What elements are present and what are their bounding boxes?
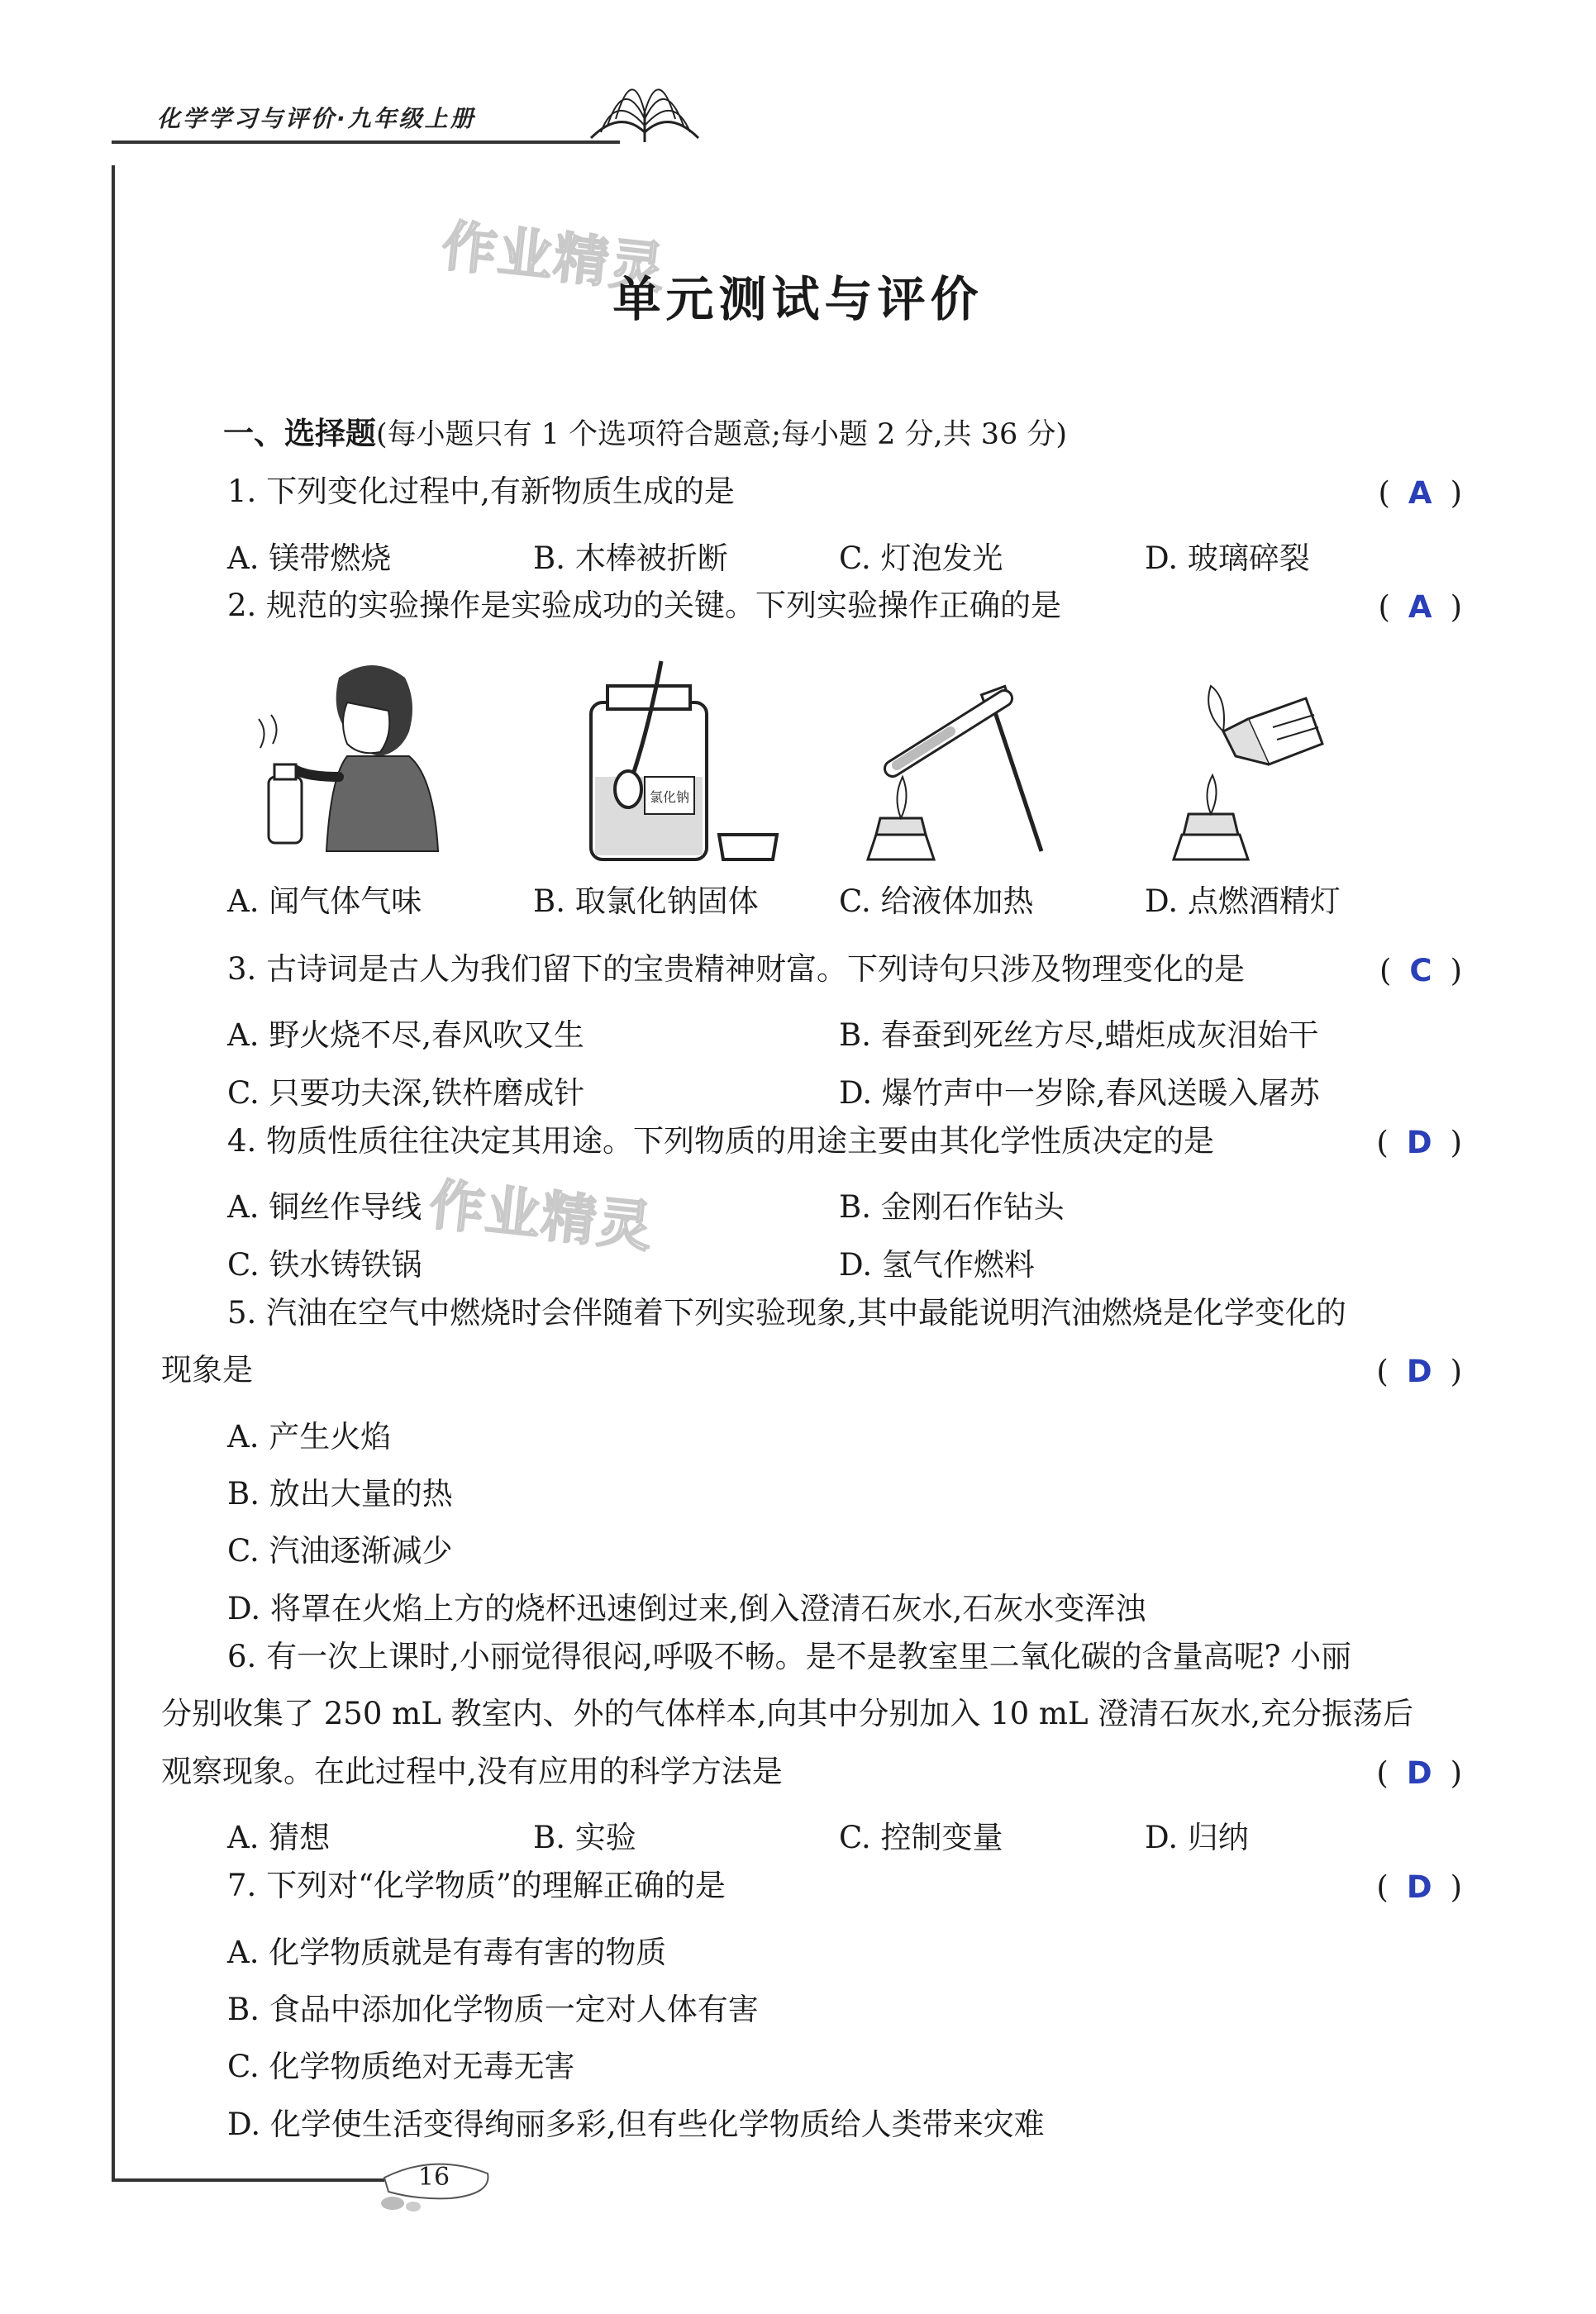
question-4-option-d: D. 氢气作燃料: [839, 1247, 1035, 1283]
question-2-option-a: A. 闻气体气味: [227, 883, 422, 919]
question-2-option-d: D. 点燃酒精灯: [1145, 883, 1341, 919]
answer-letter: A: [1408, 475, 1432, 511]
watermark: 作业精灵: [426, 1172, 657, 1259]
header-rule: [112, 140, 620, 144]
question-3-answer: ( C ): [1379, 953, 1462, 988]
figure-light-lamp: [1165, 653, 1413, 868]
question-5-stem: 5. 汽油在空气中燃烧时会伴随着下列实验现象,其中最能说明汽油燃烧是化学变化的: [227, 1295, 1346, 1331]
question-7-option-b: B. 食品中添加化学物质一定对人体有害: [227, 1992, 759, 2027]
question-4-stem: 4. 物质性质往往决定其用途。下列物质的用途主要由其化学性质决定的是: [227, 1123, 1215, 1159]
answer-letter: D: [1406, 1354, 1432, 1389]
book-title: 化学学习与评价·九年级上册: [157, 105, 476, 132]
question-5-option-b: B. 放出大量的热: [227, 1476, 453, 1512]
answer-letter: D: [1406, 1755, 1432, 1791]
question-1-option-a: A. 镁带燃烧: [227, 540, 392, 576]
question-6-stem: 6. 有一次上课时,小丽觉得很闷,呼吸不畅。是不是教室里二氧化碳的含量高呢? 小丽: [227, 1639, 1352, 1674]
question-2-answer: ( A ): [1378, 589, 1462, 625]
question-7-stem: 7. 下列对“化学物质”的理解正确的是: [227, 1868, 726, 1903]
page-title: 单元测试与评价: [612, 271, 984, 327]
page-number: 16: [417, 2163, 450, 2192]
section-note: (每小题只有 1 个选项符合题意;每小题 2 分,共 36 分): [376, 418, 1068, 451]
question-5-option-a: A. 产生火焰: [227, 1419, 392, 1455]
section-header: [223, 417, 1067, 451]
answer-letter: A: [1408, 589, 1432, 625]
question-4-option-c: C. 铁水铸铁锅: [227, 1247, 422, 1283]
question-7-option-a: A. 化学物质就是有毒有害的物质: [227, 1935, 667, 1970]
question-2-stem: 2. 规范的实验操作是实验成功的关键。下列实验操作正确的是: [227, 588, 1062, 623]
question-6-option-c: C. 控制变量: [839, 1820, 1003, 1855]
answer-letter: D: [1406, 1869, 1432, 1905]
question-3-option-d: D. 爆竹声中一岁除,春风送暖入屠苏: [839, 1075, 1320, 1111]
answer-letter: C: [1409, 953, 1432, 988]
page-frame-left: [112, 165, 115, 2182]
figure-smell-gas: [223, 653, 471, 868]
question-3-option-b: B. 春蚕到死丝方尽,蜡炬成灰泪始干: [839, 1017, 1319, 1053]
question-7-option-c: C. 化学物质绝对无毒无害: [227, 2049, 575, 2084]
figure-take-solid: [562, 653, 810, 868]
question-6-stem-line-3: 观察现象。在此过程中,没有应用的科学方法是: [161, 1754, 783, 1789]
question-6-option-a: A. 猜想: [227, 1820, 331, 1855]
question-4-option-a: A. 铜丝作导线: [227, 1189, 422, 1225]
question-5-stem-line-2: 现象是: [161, 1352, 253, 1388]
page-number-badge: [368, 2149, 500, 2215]
question-1-answer: ( A ): [1378, 475, 1462, 511]
question-1-option-d: D. 玻璃碎裂: [1145, 540, 1310, 576]
question-1-option-b: B. 木棒被折断: [533, 540, 728, 576]
question-2-option-c: C. 给液体加热: [839, 883, 1034, 919]
question-3-option-c: C. 只要功夫深,铁杵磨成针: [227, 1075, 585, 1111]
answer-letter: D: [1406, 1125, 1432, 1160]
watermark: 作业精灵: [439, 213, 669, 301]
reagent-label: 氯化钠: [649, 789, 690, 805]
question-5-answer: ( D ): [1376, 1354, 1462, 1389]
question-6-option-b: B. 实验: [533, 1820, 636, 1855]
question-3-stem: 3. 古诗词是古人为我们留下的宝贵精神财富。下列诗句只涉及物理变化的是: [227, 951, 1246, 987]
question-5-option-c: C. 汽油逐渐减少: [227, 1533, 453, 1569]
question-4-answer: ( D ): [1376, 1125, 1462, 1160]
question-3-option-a: A. 野火烧不尽,春风吹又生: [227, 1017, 585, 1053]
open-book-icon: [583, 60, 707, 159]
question-6-answer: ( D ): [1376, 1755, 1462, 1791]
page-frame-bottom: [112, 2178, 384, 2182]
question-7-option-d: D. 化学使生活变得绚丽多彩,但有些化学物质给人类带来灾难: [227, 2107, 1045, 2142]
section-title: 一、选择题: [223, 416, 376, 451]
question-1-stem: 1. 下列变化过程中,有新物质生成的是: [227, 474, 735, 509]
question-2-option-b: B. 取氯化钠固体: [533, 883, 759, 919]
question-7-answer: ( D ): [1376, 1869, 1462, 1905]
figure-heat-liquid: [860, 653, 1108, 868]
question-4-option-b: B. 金刚石作钻头: [839, 1189, 1065, 1225]
question-6-option-d: D. 归纳: [1145, 1820, 1249, 1855]
question-6-stem-line-2: 分别收集了 250 mL 教室内、外的气体样本,向其中分别加入 10 mL 澄清石灰水,充分振荡后: [161, 1696, 1414, 1731]
question-5-option-d: D. 将罩在火焰上方的烧杯迅速倒过来,倒入澄清石灰水,石灰水变浑浊: [227, 1591, 1146, 1626]
question-1-option-c: C. 灯泡发光: [839, 540, 1003, 576]
